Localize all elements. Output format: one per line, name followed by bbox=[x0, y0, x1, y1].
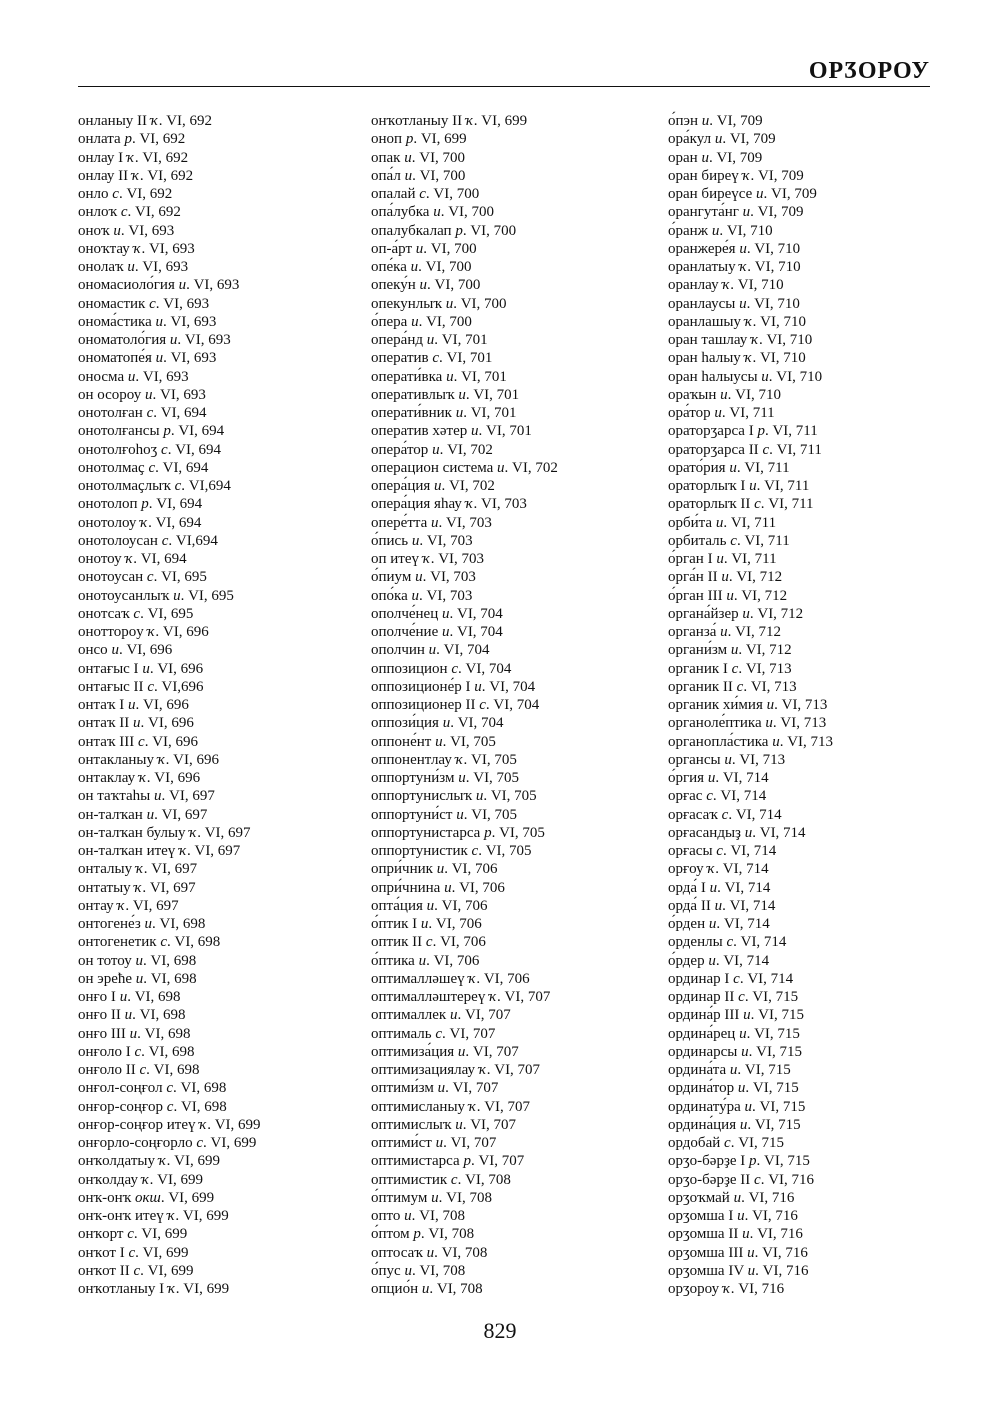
dictionary-entry: онғо I и. VI, 698 bbox=[78, 989, 181, 1005]
dictionary-entry: о́пись и. VI, 703 bbox=[371, 532, 473, 549]
dictionary-entry: оптимисланыу ҡ. VI, 707 bbox=[371, 1098, 531, 1115]
dictionary-entry: онғо III и. VI, 698 bbox=[78, 1025, 191, 1042]
dictionary-entry: о́пэн и. VI, 709 bbox=[668, 113, 763, 129]
dictionary-entry: оноп р. VI, 699 bbox=[371, 131, 467, 148]
dictionary-entry: онғо II и. VI, 698 bbox=[78, 1007, 186, 1024]
dictionary-entry: операцион система и. VI, 702 bbox=[371, 459, 558, 476]
dictionary-entry: оптими́зм и. VI, 707 bbox=[371, 1080, 499, 1097]
dictionary-entry: оран һалыу ҡ. VI, 710 bbox=[668, 350, 806, 367]
dictionary-entry: ординар II с. VI, 715 bbox=[668, 989, 799, 1005]
dictionary-entry: оппози́ция и. VI, 704 bbox=[371, 715, 504, 732]
dictionary-entry: оппортунистик с. VI, 705 bbox=[371, 843, 532, 859]
dictionary-entry: онтаҡ III с. VI, 696 bbox=[78, 733, 199, 750]
dictionary-entry: онотолған с. VI, 694 bbox=[78, 405, 207, 421]
dictionary-entry: опера́ция и. VI, 702 bbox=[371, 478, 495, 494]
dictionary-entry: опцио́н и. VI, 708 bbox=[371, 1281, 483, 1297]
dictionary-entry: о́птика и. VI, 706 bbox=[371, 952, 480, 969]
dictionary-entry: ордобай с. VI, 715 bbox=[668, 1135, 785, 1151]
dictionary-entry: онҡот II с. VI, 699 bbox=[78, 1262, 194, 1279]
dictionary-entry: о́пус и. VI, 708 bbox=[371, 1262, 466, 1279]
dictionary-entry: ополче́нец и. VI, 704 bbox=[371, 605, 503, 622]
dictionary-entry: опалубкалап р. VI, 700 bbox=[371, 222, 517, 239]
dictionary-entry: онотолғоһоӡ с. VI, 694 bbox=[78, 441, 222, 458]
dictionary-entry: онғоло I с. VI, 698 bbox=[78, 1043, 195, 1060]
dictionary-entry: ораторлыҡ I и. VI, 711 bbox=[668, 478, 810, 494]
dictionary-entry: оптималләшеү ҡ. VI, 706 bbox=[371, 970, 530, 987]
dictionary-entry: органик хи́мия и. VI, 713 bbox=[668, 697, 828, 713]
dictionary-entry: оппортунистарса р. VI, 705 bbox=[371, 824, 545, 841]
dictionary-entry: онҡ-онҡ итеү ҡ. VI, 699 bbox=[78, 1208, 229, 1224]
dictionary-entry: онҡотланыу I ҡ. VI, 699 bbox=[78, 1281, 230, 1297]
dictionary-entry: онтатыу ҡ. VI, 697 bbox=[78, 879, 196, 896]
dictionary-entry: оппозицион с. VI, 704 bbox=[371, 660, 512, 677]
dictionary-entry: он тотоу и. VI, 698 bbox=[78, 952, 197, 969]
dictionary-entry: орғасандыҙ и. VI, 714 bbox=[668, 824, 806, 841]
dictionary-entry: ономастик с. VI, 693 bbox=[78, 295, 210, 312]
dictionary-entry: онотсаҡ с. VI, 695 bbox=[78, 605, 194, 622]
dictionary-entry: онталыу ҡ. VI, 697 bbox=[78, 861, 198, 878]
dictionary-entry: онтау ҡ. VI, 697 bbox=[78, 897, 179, 914]
dictionary-entry: орӡороу ҡ. VI, 716 bbox=[668, 1281, 785, 1297]
dictionary-entry: о́рган III и. VI, 712 bbox=[668, 587, 788, 604]
dictionary-entry: оранлаусы и. VI, 710 bbox=[668, 295, 800, 312]
dictionary-entry: ордина́тор и. VI, 715 bbox=[668, 1080, 799, 1097]
dictionary-entry: ораторлыҡ II с. VI, 711 bbox=[668, 496, 814, 513]
dictionary-entry: о́птом р. VI, 708 bbox=[371, 1226, 475, 1243]
dictionary-entry: ономатоло́гия и. VI, 693 bbox=[78, 332, 231, 348]
dictionary-entry: оператив с. VI, 701 bbox=[371, 350, 493, 367]
dictionary-entry: оптималь с. VI, 707 bbox=[371, 1025, 496, 1042]
dictionary-entry: орғасаҡ с. VI, 714 bbox=[668, 806, 782, 823]
dictionary-entry: оран һалыусы и. VI, 710 bbox=[668, 368, 823, 385]
dictionary-entry: онҡ-онҡ окш. VI, 699 bbox=[78, 1189, 215, 1206]
dictionary-entry: орда́ II и. VI, 714 bbox=[668, 897, 776, 914]
dictionary-entry: оносма и. VI, 693 bbox=[78, 368, 189, 385]
dictionary-entry: о́пиум и. VI, 703 bbox=[371, 569, 476, 586]
dictionary-entry: оптималлек и. VI, 707 bbox=[371, 1007, 511, 1024]
dictionary-entry: онотолоусан с. VI,694 bbox=[78, 532, 218, 549]
dictionary-entry: опто и. VI, 708 bbox=[371, 1208, 465, 1224]
dictionary-entry: орӡомша IV и. VI, 716 bbox=[668, 1262, 809, 1279]
dictionary-entry: орда́ I и. VI, 714 bbox=[668, 879, 771, 896]
dictionary-entry: оп итеү ҡ. VI, 703 bbox=[371, 551, 485, 567]
dictionary-entry: онтағыс II с. VI,696 bbox=[78, 678, 204, 695]
dictionary-entry: органза́ и. VI, 712 bbox=[668, 624, 781, 640]
dictionary-entry: ора́кул и. VI, 709 bbox=[668, 131, 776, 148]
dictionary-entry: онсо и. VI, 696 bbox=[78, 642, 173, 659]
dictionary-entry: ордина́ция и. VI, 715 bbox=[668, 1116, 801, 1133]
dictionary-entry: онҡорт с. VI, 699 bbox=[78, 1226, 188, 1243]
dictionary-entry: онтогенетик с. VI, 698 bbox=[78, 934, 221, 951]
dictionary-entry: ораторӡарса II с. VI, 711 bbox=[668, 441, 822, 458]
dictionary-entry: оппоне́нт и. VI, 705 bbox=[371, 733, 496, 750]
dictionary-entry: онҡолдау ҡ. VI, 699 bbox=[78, 1171, 203, 1188]
dictionary-entry: онотолоп р. VI, 694 bbox=[78, 496, 203, 513]
dictionary-entry: онғоло II с. VI, 698 bbox=[78, 1062, 200, 1078]
dictionary-entry: оптималләштереү ҡ. VI, 707 bbox=[371, 989, 551, 1005]
dictionary-entry: оран биреү ҡ. VI, 709 bbox=[668, 167, 804, 184]
dictionary-entry: орато́рия и. VI, 711 bbox=[668, 459, 790, 476]
dictionary-entry: орбиталь с. VI, 711 bbox=[668, 532, 790, 549]
dictionary-entry: он эреће и. VI, 698 bbox=[78, 970, 197, 987]
dictionary-entry: онғор-соңғор итеү ҡ. VI, 699 bbox=[78, 1116, 261, 1133]
dictionary-entry: опа́л и. VI, 700 bbox=[371, 167, 466, 184]
dictionary-entry: оптими́ст и. VI, 707 bbox=[371, 1135, 497, 1151]
dictionary-entry: ономатопе́я и. VI, 693 bbox=[78, 350, 217, 367]
dictionary-entry: онома́стика и. VI, 693 bbox=[78, 313, 217, 330]
dictionary-entry: онтогене́з и. VI, 698 bbox=[78, 916, 206, 932]
dictionary-entry: органик I с. VI, 713 bbox=[668, 660, 792, 677]
dictionary-entry: он-талҡан итеү ҡ. VI, 697 bbox=[78, 843, 241, 859]
dictionary-entry: опалай с. VI, 700 bbox=[371, 186, 480, 202]
dictionary-entry: орӡоҡмай и. VI, 716 bbox=[668, 1189, 795, 1206]
dictionary-entry: орӡомша III и. VI, 716 bbox=[668, 1244, 808, 1261]
dictionary-entry: опере́тта и. VI, 703 bbox=[371, 514, 492, 531]
dictionary-entry: операти́вка и. VI, 701 bbox=[371, 368, 507, 385]
dictionary-entry: оптимистарса р. VI, 707 bbox=[371, 1153, 525, 1170]
dictionary-entry: ординарсы и. VI, 715 bbox=[668, 1043, 802, 1060]
dictionary-entry: оператив хәтер и. VI, 701 bbox=[371, 423, 532, 440]
dictionary-entry: он-талҡан и. VI, 697 bbox=[78, 806, 208, 823]
dictionary-entry: оптимиза́ция и. VI, 707 bbox=[371, 1043, 519, 1060]
dictionary-entry: о́птик I и. VI, 706 bbox=[371, 916, 482, 932]
dictionary-entry: орга́н II и. VI, 712 bbox=[668, 569, 783, 586]
dictionary-entry: ординар I с. VI, 714 bbox=[668, 970, 794, 987]
dictionary-entry: онло с. VI, 692 bbox=[78, 186, 173, 202]
dictionary-entry: орӡомша I и. VI, 716 bbox=[668, 1208, 798, 1224]
dictionary-entry: орғасы с. VI, 714 bbox=[668, 843, 777, 859]
dictionary-entry: оперативлыҡ и. VI, 701 bbox=[371, 386, 520, 403]
dictionary-entry: онғор-соңғор с. VI, 698 bbox=[78, 1098, 227, 1115]
dictionary-entry: оранжере́я и. VI, 710 bbox=[668, 240, 801, 257]
dictionary-entry: ординату́ра и. VI, 715 bbox=[668, 1098, 806, 1115]
dictionary-entry: онотолмаҫлыҡ с. VI,694 bbox=[78, 478, 231, 494]
dictionary-entry: орғоу ҡ. VI, 714 bbox=[668, 861, 769, 878]
dictionary-entry: опак и. VI, 700 bbox=[371, 149, 466, 166]
dictionary-entry: онҡот I с. VI, 699 bbox=[78, 1244, 189, 1261]
dictionary-entry: онотолоу ҡ. VI, 694 bbox=[78, 514, 202, 531]
dictionary-entry: опера́нд и. VI, 701 bbox=[371, 332, 488, 348]
dictionary-entry: ора́тор и. VI, 711 bbox=[668, 405, 775, 421]
dictionary-entry: операти́вник и. VI, 701 bbox=[371, 405, 517, 421]
dictionary-entry: орӡо-бәрҙе I р. VI, 715 bbox=[668, 1153, 810, 1170]
dictionary-entry: о́рдер и. VI, 714 bbox=[668, 952, 770, 969]
dictionary-entry: онҡолдатыу ҡ. VI, 699 bbox=[78, 1153, 220, 1170]
dictionary-entry: опера́тор и. VI, 702 bbox=[371, 441, 493, 458]
dictionary-entry: онғорло-соңғорло с. VI, 699 bbox=[78, 1135, 257, 1151]
dictionary-entry: оптимизациялау ҡ. VI, 707 bbox=[371, 1062, 541, 1078]
dictionary-entry: орденлы с. VI, 714 bbox=[668, 934, 787, 951]
dictionary-entry: о́рган I и. VI, 711 bbox=[668, 551, 777, 567]
dictionary-entry: онлата р. VI, 692 bbox=[78, 131, 186, 148]
dictionary-entry: опо́ка и. VI, 703 bbox=[371, 587, 473, 604]
dictionary-entry: оптик II с. VI, 706 bbox=[371, 934, 486, 951]
dictionary-entry: оппортуни́зм и. VI, 705 bbox=[371, 770, 520, 786]
dictionary-entry: опекунлыҡ и. VI, 700 bbox=[371, 295, 507, 312]
dictionary-entry: онғол-соңғол с. VI, 698 bbox=[78, 1080, 227, 1097]
dictionary-entry: оппонентлау ҡ. VI, 705 bbox=[371, 751, 517, 768]
dictionary-entry: онотолмаҫ с. VI, 694 bbox=[78, 459, 209, 476]
dictionary-entry: опера́ция яһау ҡ. VI, 703 bbox=[371, 496, 527, 513]
dictionary-entry: онтаҡ I и. VI, 696 bbox=[78, 697, 189, 713]
dictionary-entry: оппозиционе́р I и. VI, 704 bbox=[371, 678, 536, 695]
dictionary-entry: он осороу и. VI, 693 bbox=[78, 386, 206, 403]
dictionary-entry: онтаҡ II и. VI, 696 bbox=[78, 715, 194, 732]
header-title: ОРӠОРОУ bbox=[808, 58, 930, 84]
dictionary-entry: оптосаҡ и. VI, 708 bbox=[371, 1244, 488, 1261]
dictionary-entry: о́птимум и. VI, 708 bbox=[371, 1189, 492, 1206]
dictionary-entry: органа́йзер и. VI, 712 bbox=[668, 605, 804, 622]
dictionary-entry: ораҡын и. VI, 710 bbox=[668, 386, 781, 403]
dictionary-entry: орангута́нг и. VI, 709 bbox=[668, 204, 804, 221]
dictionary-entry: онтаклау ҡ. VI, 696 bbox=[78, 770, 201, 786]
running-header bbox=[78, 50, 930, 87]
dictionary-entry: он-талҡан булыу ҡ. VI, 697 bbox=[78, 824, 251, 841]
dictionary-entry: онҡотланыу II ҡ. VI, 699 bbox=[371, 113, 528, 129]
dictionary-entry: опеку́н и. VI, 700 bbox=[371, 277, 481, 294]
dictionary-entry: органи́зм и. VI, 712 bbox=[668, 642, 792, 659]
dictionary-entry: оппортунислыҡ и. VI, 705 bbox=[371, 788, 537, 805]
dictionary-entry: онтағыс I и. VI, 696 bbox=[78, 660, 204, 677]
dictionary-entry: о́ргия и. VI, 714 bbox=[668, 770, 769, 786]
dictionary-entry: орӡо-бәрҙе II с. VI, 716 bbox=[668, 1171, 815, 1188]
dictionary-entry: онотолғансы р. VI, 694 bbox=[78, 423, 225, 440]
entry-column-1 bbox=[78, 112, 261, 1298]
dictionary-entry: опри́чник и. VI, 706 bbox=[371, 861, 498, 878]
dictionary-entry: оп-а́рт и. VI, 700 bbox=[371, 240, 477, 257]
dictionary-entry: онотторoу ҡ. VI, 696 bbox=[78, 624, 209, 640]
dictionary-entry: онлоҡ с. VI, 692 bbox=[78, 204, 181, 221]
dictionary-entry: опри́чнина и. VI, 706 bbox=[371, 879, 505, 896]
dictionary-entry: оранлатыу ҡ. VI, 710 bbox=[668, 259, 801, 275]
dictionary-entry: органик II с. VI, 713 bbox=[668, 678, 797, 695]
dictionary-entry: опа́лубка и. VI, 700 bbox=[371, 204, 495, 221]
dictionary-entry: орби́та и. VI, 711 bbox=[668, 514, 777, 531]
dictionary-entry: ордина́р III и. VI, 715 bbox=[668, 1007, 804, 1024]
dictionary-entry: оноҡтау ҡ. VI, 693 bbox=[78, 240, 195, 257]
dictionary-entry: органоле́птика и. VI, 713 bbox=[668, 715, 827, 732]
dictionary-entry: о́рден и. VI, 714 bbox=[668, 916, 770, 932]
dictionary-entry: онлау II ҡ. VI, 692 bbox=[78, 167, 194, 184]
dictionary-entry: оранлашыу ҡ. VI, 710 bbox=[668, 313, 806, 330]
dictionary-entry: оранлау ҡ. VI, 710 bbox=[668, 277, 784, 294]
dictionary-entry: онлау I ҡ. VI, 692 bbox=[78, 149, 189, 166]
dictionary-entry: органсы и. VI, 713 bbox=[668, 751, 786, 768]
entry-column-3 bbox=[668, 112, 833, 1298]
dictionary-entry: онотоусанлыҡ и. VI, 695 bbox=[78, 587, 234, 604]
dictionary-entry: оптимислыҡ и. VI, 707 bbox=[371, 1116, 517, 1133]
dictionary-entry: оптимистик с. VI, 708 bbox=[371, 1171, 511, 1188]
dictionary-entry: оран ташлау ҡ. VI, 710 bbox=[668, 332, 813, 348]
dictionary-entry: онтакланыу ҡ. VI, 696 bbox=[78, 751, 219, 768]
dictionary-entry: опта́ция и. VI, 706 bbox=[371, 897, 488, 914]
dictionary-entry: о́пера и. VI, 700 bbox=[371, 313, 472, 330]
dictionary-entry: ономасиоло́гия и. VI, 693 bbox=[78, 277, 240, 294]
dictionary-entry: он таҡтаһы и. VI, 697 bbox=[78, 788, 215, 805]
dictionary-entry: ополчин и. VI, 704 bbox=[371, 642, 490, 659]
entry-column-2 bbox=[371, 112, 558, 1298]
dictionary-entry: ордина́та и. VI, 715 bbox=[668, 1062, 791, 1078]
dictionary-entry: опе́ка и. VI, 700 bbox=[371, 259, 472, 275]
dictionary-entry: о́ранж и. VI, 710 bbox=[668, 222, 773, 239]
dictionary-entry: онотоусан с. VI, 695 bbox=[78, 569, 207, 586]
dictionary-entry: ордина́рец и. VI, 715 bbox=[668, 1025, 800, 1042]
dictionary-entry: оноҡ и. VI, 693 bbox=[78, 222, 175, 239]
dictionary-entry: онланыу II ҡ. VI, 692 bbox=[78, 113, 213, 129]
dictionary-entry: оран и. VI, 709 bbox=[668, 149, 763, 166]
dictionary-entry: ополче́ние и. VI, 704 bbox=[371, 624, 503, 640]
dictionary-entry: орғас с. VI, 714 bbox=[668, 788, 767, 805]
page-number: 829 bbox=[483, 1318, 517, 1343]
dictionary-entry: онотоу ҡ. VI, 694 bbox=[78, 551, 187, 567]
dictionary-entry: органопла́стика и. VI, 713 bbox=[668, 733, 834, 750]
dictionary-entry: оппортуни́ст и. VI, 705 bbox=[371, 806, 518, 823]
dictionary-entry: ораторӡарса I р. VI, 711 bbox=[668, 423, 818, 440]
dictionary-entry: оппозиционер II с. VI, 704 bbox=[371, 697, 540, 713]
dictionary-entry: орӡомша II и. VI, 716 bbox=[668, 1226, 803, 1243]
dictionary-entry: оран биреүсе и. VI, 709 bbox=[668, 186, 817, 202]
dictionary-entry: онолаҡ и. VI, 693 bbox=[78, 259, 189, 275]
